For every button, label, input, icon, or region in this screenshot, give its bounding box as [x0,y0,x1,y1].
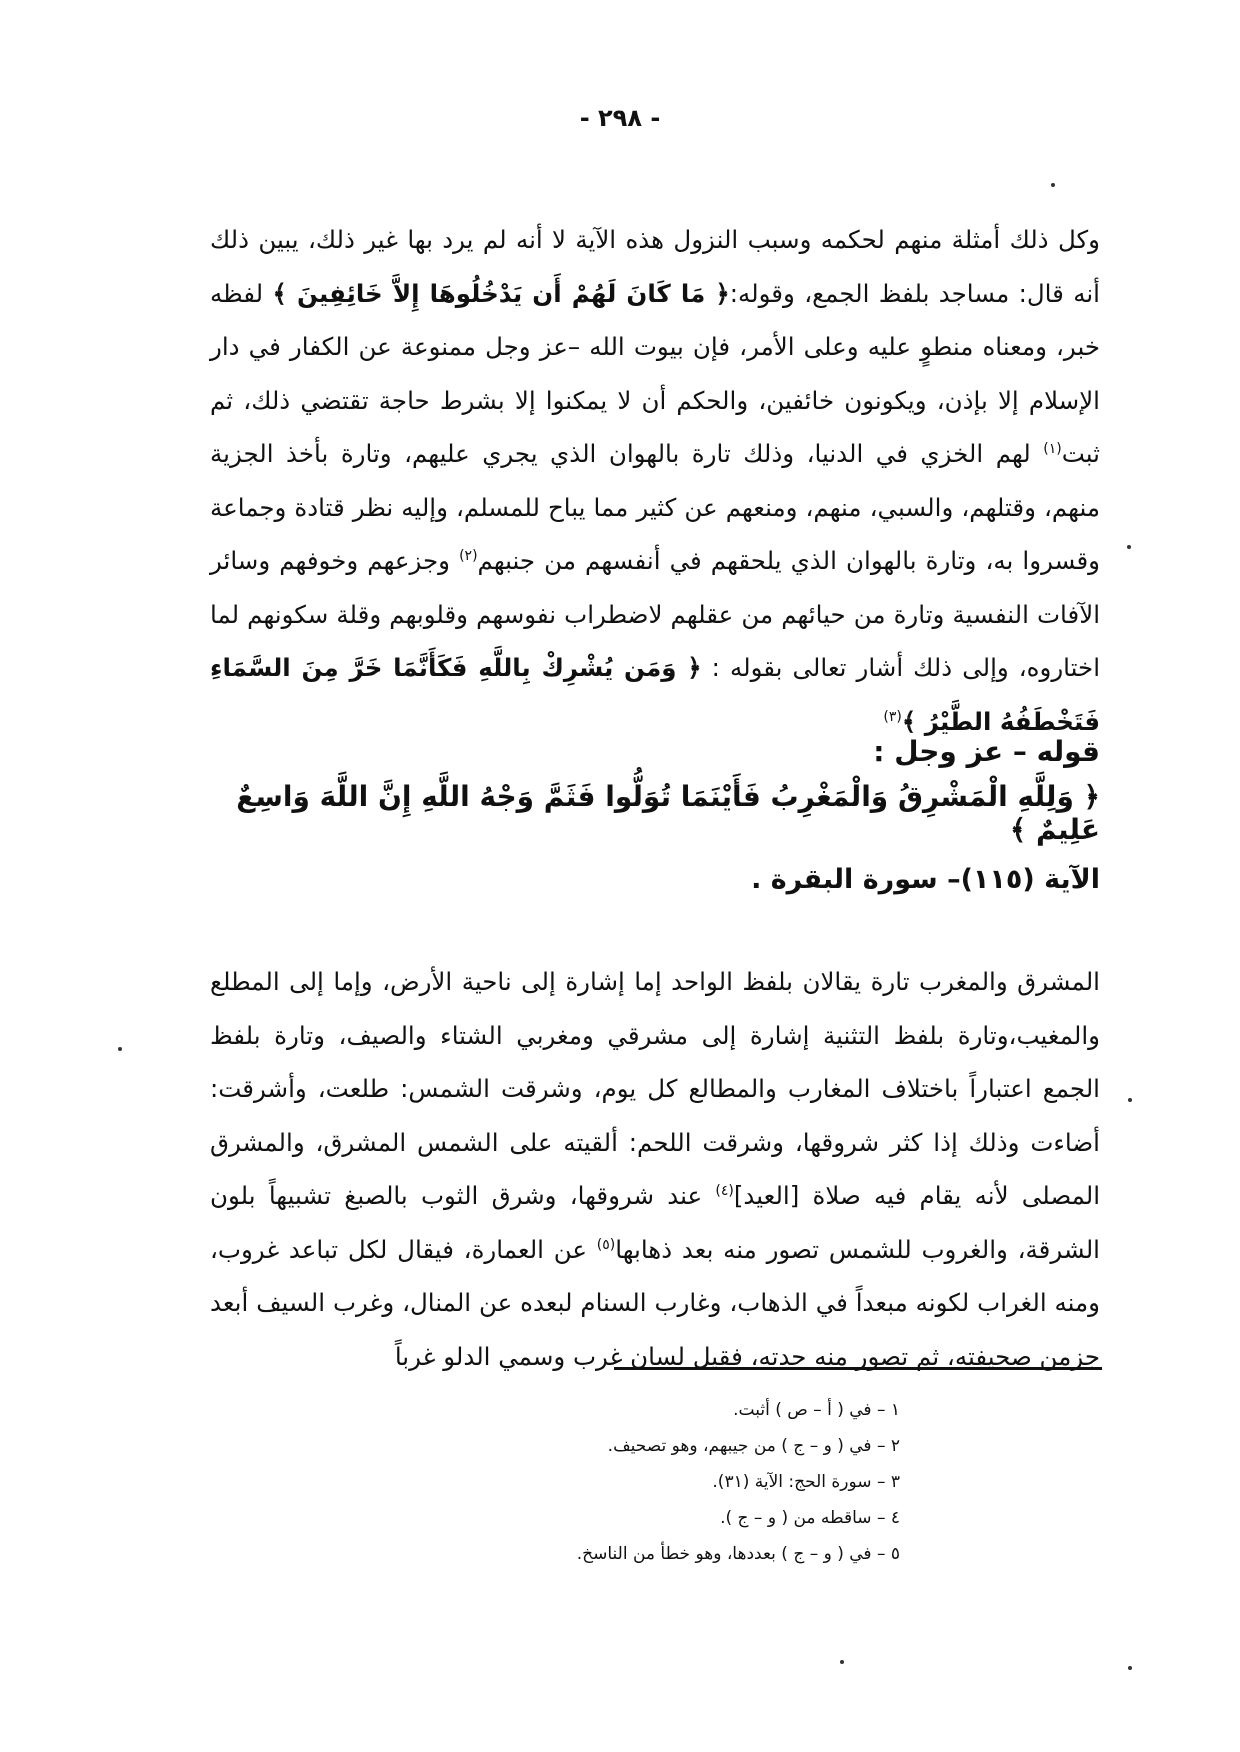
footnotes [300,1392,900,1572]
quran-quote: ﴿ مَا كَانَ لَهُمْ أَن يَدْخُلُوهَا إِلاَّ خَائِفِينَ ﴾ [272,278,730,308]
footnote-marker: (١) [1043,440,1062,457]
footnote-item: ٤ – ساقطه من ( و – ج ). [720,1508,900,1528]
verse-reference: الآية (١١٥)– سورة البقرة . [751,864,1100,895]
scan-speck [1051,183,1055,187]
footnote-marker: (٢) [459,547,478,564]
paragraph-text: عند شروقها، وشرق الثوب بالصبغ تشبيهاً بلون الشرقة، والغروب للشمس تصور منه بعد ذهابها [210,1181,1100,1264]
footnote-item: ١ – في ( أ – ص ) أثبت. [733,1400,900,1420]
paragraph-text: لهم الخزي في الدنيا، وذلك تارة بالهوان الذي يجري عليهم، وتارة بأخذ الجزية منهم، وقتلهم، والسبي، منهم، ومنعهم عن كثير مما يباح للمسلم، وإليه نظر قتادة وجماعة وقسروا به، وتارة بالهوان الذي يلحقهم في أنفسهم من جنبهم [210,439,1100,575]
scan-speck [1127,545,1131,549]
paragraph-text: وكل ذلك أمثلة منهم لحكمه وسبب النزول هذه الآية لا أنه لم يرد بها غير ذلك، يبين ذلك أنه قال: مساجد بلفظ الجمع، وقوله: [210,225,1100,308]
footnote-divider [614,1367,1102,1370]
footnote-item: ٥ – في ( و – ج ) بعددها، وهو خطأ من الناسخ. [576,1544,900,1564]
quran-quote: ﴿ وَمَن يُشْرِكْ بِاللَّهِ فَكَأَنَّمَا خَرَّ مِنَ السَّمَاءِ فَتَخْطَفُهُ الطَّيْرُ ﴾ [210,653,1100,736]
footnote-item: ٣ – سورة الحج: الآية (٣١). [712,1472,900,1492]
scan-speck [840,1660,844,1664]
paragraph-text: وجزعهم وخوفهم وسائر الآفات النفسية وتارة من حيائهم من عقلهم لاضطراب نفوسهم وقلوبهم وقلة سكونهم لما اختاروه، وإلى ذلك أشار تعالى بقوله : [210,546,1100,682]
footnote-item: ٢ – في ( و – ج ) من جيبهم، وهو تصحيف. [607,1436,900,1456]
body-paragraph-2 [210,955,1100,1383]
paragraph-text: عن العمارة، فيقال لكل تباعد غروب، ومنه الغراب لكونه مبعداً في الذهاب، وغارب السنام لبعده عن المنال، وغرب السيف أبعد جزمن صحيفته، ثم تصور منه حدته، فقيل لسان غرب وسمي الدلو غرباً [210,1234,1100,1371]
paragraph-text: المشرق والمغرب تارة يقالان بلفظ الواحد إما إشارة إلى ناحية الأرض، وإما إلى المطلع والمغيب،وتارة بلفظ التثنية إشارة إلى مشرقي ومغربي الشتاء والصيف، وتارة بلفظ الجمع اعتباراً باختلاف المغارب والمطالع كل يوم، وشرقت الشمس: طلعت، وأشرقت: أضاءت وذلك إذا كثر شروقها، وشرقت اللحم: ألقيته على الشمس المشرق، والمشرق المصلى لأنه يقام فيه صلاة [العيد] [210,967,1101,1210]
page-number: - ٢٩٨ - [579,104,661,132]
section-heading-label: قوله – عز وجل : [873,735,1100,768]
body-paragraph-1 [210,213,1100,748]
scan-speck [118,1047,122,1051]
footnote-marker: (٤) [715,1182,734,1199]
scan-speck [1128,1666,1132,1670]
footnote-marker: (٣) [883,708,902,725]
footnote-marker: (٥) [596,1236,616,1253]
section-heading-verse: ﴿ وَلِلَّهِ الْمَشْرِقُ وَالْمَغْرِبُ فَأَيْنَمَا تُوَلُّوا فَثَمَّ وَجْهُ اللَّهِ إِنَّ اللَّهَ وَاسِعٌ عَلِيمٌ ﴾ [236,780,1100,846]
scan-speck [1128,1098,1132,1102]
paragraph-text: لفظه خبر، ومعناه منطوٍ عليه وعلى الأمر، فإن بيوت الله –عز وجل ممنوعة عن الكفار في دار الإسلام إلا بإذن، ويكونون خائفين، والحكم أن لا يمكنوا إلا بشرط حاجة تقتضي ذلك، ثم ثبت [210,278,1100,468]
